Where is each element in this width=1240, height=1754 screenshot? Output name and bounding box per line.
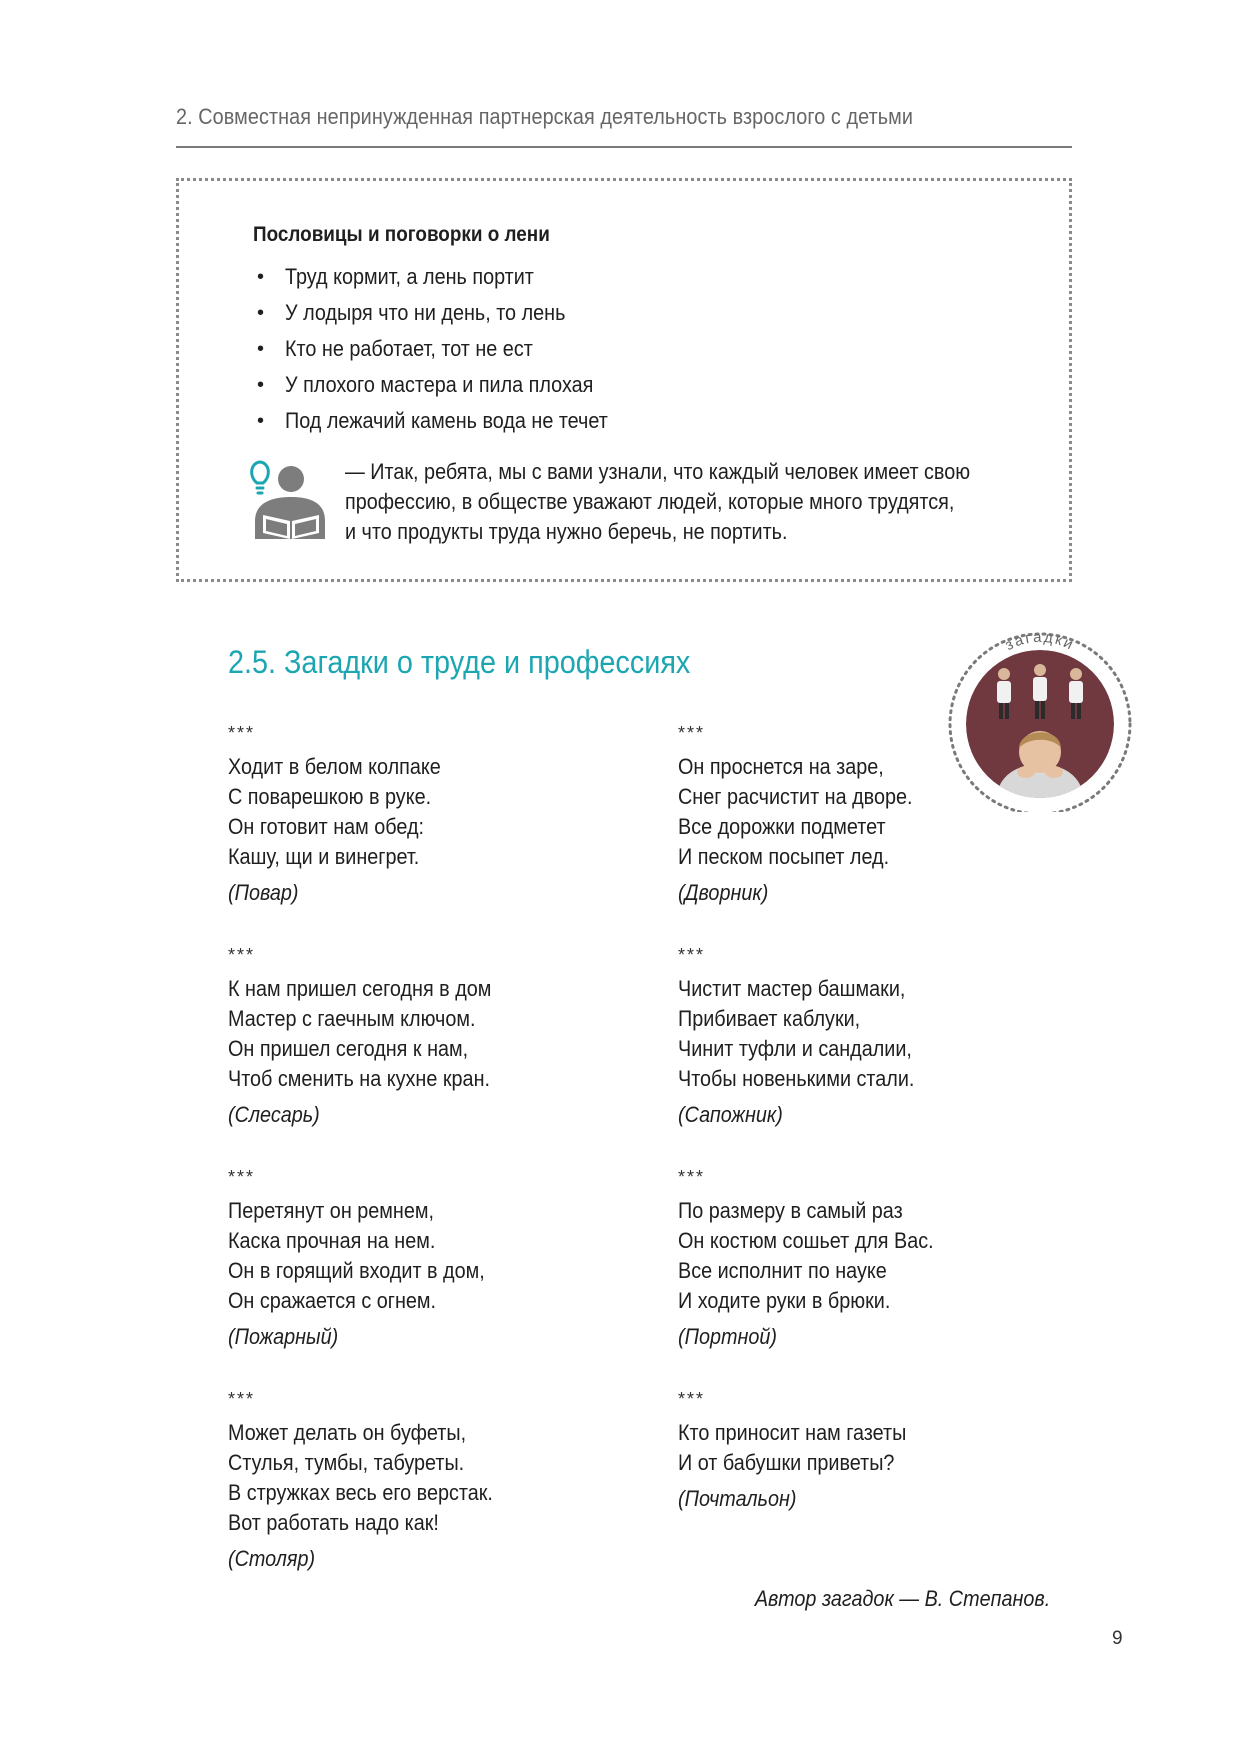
bullet: •	[257, 302, 265, 324]
riddle-line: Мастер с гаечным ключом.	[228, 1006, 476, 1031]
header-divider	[176, 146, 1072, 148]
page-number: 9	[1112, 1628, 1123, 1649]
proverb-text: Кто не работает, тот не ест	[285, 336, 533, 361]
riddle-line: И ходите руки в брюки.	[678, 1288, 891, 1313]
riddle-line: Снег расчистит на дворе.	[678, 784, 913, 809]
riddle-separator: ***	[678, 1389, 706, 1409]
riddle	[678, 944, 1098, 1130]
riddle-line: Чистит мастер башмаки,	[678, 976, 906, 1001]
bullet: •	[257, 266, 265, 288]
riddle-line: В стружках весь его верстак.	[228, 1480, 493, 1505]
riddle-line: Он готовит нам обед:	[228, 814, 425, 839]
bullet: •	[257, 338, 265, 360]
riddle-answer: (Сапожник)	[678, 1102, 783, 1127]
riddle	[228, 1166, 648, 1352]
riddle-line: И песком посыпет лед.	[678, 844, 890, 869]
riddle-line: Кто приносит нам газеты	[678, 1420, 907, 1445]
riddle-line: К нам пришел сегодня в дом	[228, 976, 492, 1001]
riddle-line: Вот работать надо как!	[228, 1510, 439, 1535]
bullet: •	[257, 374, 265, 396]
riddle-line: Он костюм сошьет для Вас.	[678, 1228, 934, 1253]
riddle-line: Чинит туфли и сандалии,	[678, 1036, 912, 1061]
riddle-line: Кашу, щи и винегрет.	[228, 844, 420, 869]
riddle-answer: (Портной)	[678, 1324, 777, 1349]
riddle-line: Чтоб сменить на кухне кран.	[228, 1066, 491, 1091]
riddle-line: Каска прочная на нем.	[228, 1228, 436, 1253]
teacher-quote-line: и что продукты труда нужно беречь, не портить.	[345, 519, 788, 544]
bullet: •	[257, 410, 265, 432]
riddle-separator: ***	[678, 723, 706, 743]
riddle-answer: (Повар)	[228, 880, 299, 905]
running-header: 2. Совместная непринужденная партнерская деятельность взрослого с детьми	[176, 104, 913, 129]
riddle-line: Прибивает каблуки,	[678, 1006, 861, 1031]
riddle	[228, 1388, 648, 1574]
riddle-line: Он в горящий входит в дом,	[228, 1258, 485, 1283]
proverbs-list	[253, 259, 644, 439]
riddle-line: И от бабушки приветы?	[678, 1450, 895, 1475]
riddle-line: Он пришел сегодня к нам,	[228, 1036, 469, 1061]
riddle-line: Чтобы новенькими стали.	[678, 1066, 915, 1091]
riddle	[678, 1166, 1098, 1352]
teacher-quote-line: профессию, в обществе уважают людей, которые много трудятся,	[345, 489, 955, 514]
proverb-text: Под лежачий камень вода не течет	[285, 408, 608, 433]
badge-label: загадки	[1002, 628, 1078, 655]
riddle-line: Стулья, тумбы, табуреты.	[228, 1450, 465, 1475]
riddle-answer: (Почтальон)	[678, 1486, 797, 1511]
riddle-line: Все дорожки подметет	[678, 814, 886, 839]
proverbs-box	[176, 178, 1072, 582]
riddle-line: По размеру в самый раз	[678, 1198, 903, 1223]
proverb-text: У плохого мастера и пила плохая	[285, 372, 594, 397]
riddle-answer: (Слесарь)	[228, 1102, 320, 1127]
riddle-separator: ***	[228, 945, 256, 965]
proverb-item	[253, 331, 644, 367]
teacher-quote	[345, 457, 1045, 547]
riddle-line: Ходит в белом колпаке	[228, 754, 441, 779]
proverb-item	[253, 259, 644, 295]
riddle-line: Может делать он буфеты,	[228, 1420, 467, 1445]
riddle-line: Все исполнит по науке	[678, 1258, 887, 1283]
lightbulb-icon	[252, 462, 269, 493]
riddle	[228, 722, 648, 908]
proverbs-heading: Пословицы и поговорки о лени	[253, 223, 550, 246]
proverb-text: Труд кормит, а лень портит	[285, 264, 534, 289]
riddle-separator: ***	[678, 945, 706, 965]
riddle	[678, 722, 1098, 908]
teacher-quote-line: — Итак, ребята, мы с вами узнали, что каждый человек имеет свою	[345, 459, 971, 484]
proverb-item	[253, 295, 644, 331]
riddle-answer: (Дворник)	[678, 880, 769, 905]
riddle	[678, 1388, 1098, 1514]
riddle-separator: ***	[228, 1167, 256, 1187]
riddles-author: Автор загадок — В. Степанов.	[754, 1586, 1050, 1611]
riddle-line: Перетянут он ремнем,	[228, 1198, 434, 1223]
person-reading-icon	[255, 466, 325, 539]
riddle	[228, 944, 648, 1130]
riddle-line: Он проснется на заре,	[678, 754, 884, 779]
riddle-separator: ***	[678, 1167, 706, 1187]
proverb-text: У лодыря что ни день, то лень	[285, 300, 566, 325]
riddle-line: С поварешкою в руке.	[228, 784, 432, 809]
riddle-separator: ***	[228, 1389, 256, 1409]
riddle-line: Он сражается с огнем.	[228, 1288, 437, 1313]
riddle-answer: (Столяр)	[228, 1546, 316, 1571]
proverb-item	[253, 403, 644, 439]
riddle-answer: (Пожарный)	[228, 1324, 339, 1349]
teacher-reading-icon	[247, 459, 325, 541]
riddle-separator: ***	[228, 723, 256, 743]
proverb-item	[253, 367, 644, 403]
section-title: 2.5. Загадки о труде и профессиях	[228, 644, 691, 680]
